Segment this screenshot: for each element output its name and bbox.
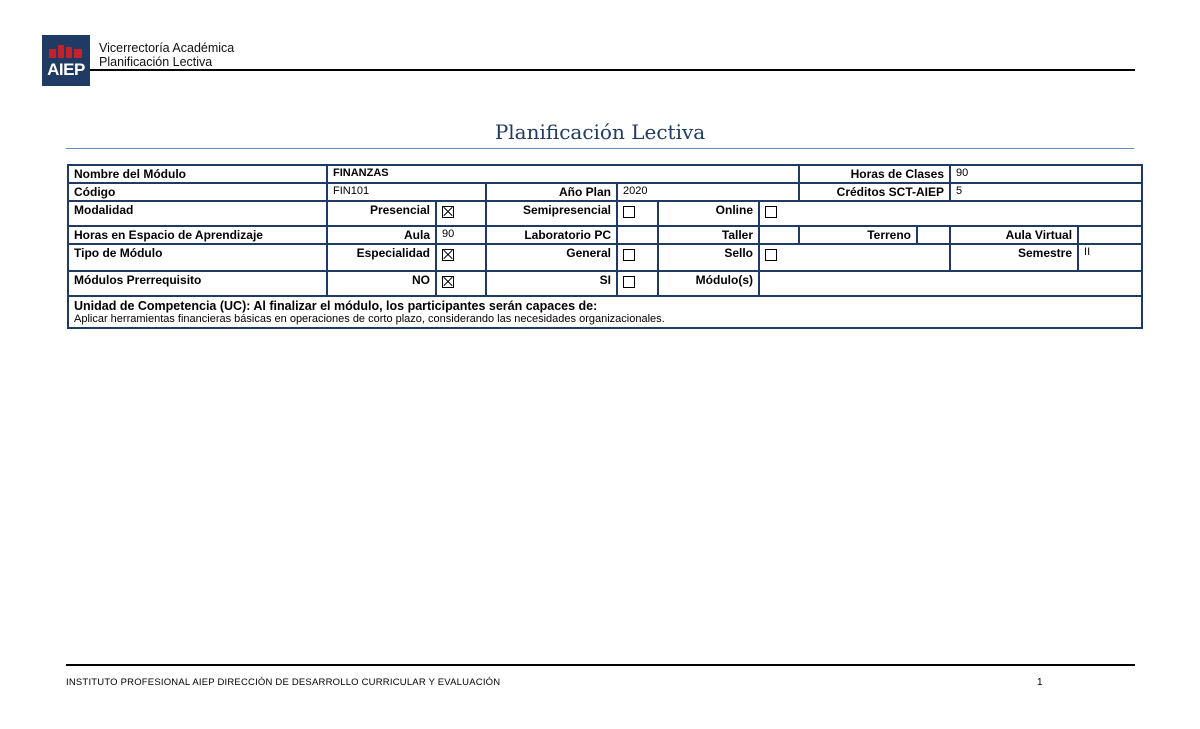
document-title: Planificación Lectiva (494, 120, 706, 144)
no-cell (436, 271, 486, 296)
presencial-label: Presencial (327, 201, 436, 226)
title-divider (66, 148, 1134, 149)
nombre-modulo-value: FINANZAS (327, 165, 799, 183)
modalidad-label: Modalidad (68, 201, 327, 226)
ano-plan-label: Año Plan (486, 183, 617, 201)
si-label: SI (486, 271, 617, 296)
semestre-label: Semestre (950, 244, 1078, 271)
online-checkbox[interactable] (765, 206, 777, 218)
no-checkbox[interactable] (442, 276, 454, 288)
footer-text: INSTITUTO PROFESIONAL AIEP DIRECCIÓN DE DESARROLLO CURRICULAR Y EVALUACIÓN (66, 677, 501, 688)
general-checkbox[interactable] (623, 249, 635, 261)
horas-clases-value: 90 (950, 165, 1142, 183)
semipresencial-label: Semipresencial (486, 201, 617, 226)
semipresencial-checkbox[interactable] (623, 206, 635, 218)
modulos-label: Módulo(s) (658, 271, 759, 296)
prerrequisito-label: Módulos Prerrequisito (68, 271, 327, 296)
aula-value: 90 (436, 226, 486, 244)
row-prerrequisito (68, 271, 1142, 296)
especialidad-cell (436, 244, 486, 271)
horas-clases-label: Horas de Clases (799, 165, 950, 183)
presencial-checkbox[interactable] (442, 206, 454, 218)
aula-virtual-label: Aula Virtual (950, 226, 1078, 244)
module-info-table (67, 164, 1143, 329)
terreno-value (917, 226, 950, 244)
taller-label: Taller (658, 226, 759, 244)
terreno-label: Terreno (799, 226, 917, 244)
nombre-modulo-label: Nombre del Módulo (68, 165, 327, 183)
codigo-value: FIN101 (327, 183, 486, 201)
row-tipo-modulo (68, 244, 1142, 271)
semipresencial-cell (617, 201, 658, 226)
sello-cell (759, 244, 950, 271)
horas-espacio-label: Horas en Espacio de Aprendizaje (68, 226, 327, 244)
row-modalidad (68, 201, 1142, 226)
general-label: General (486, 244, 617, 271)
laboratorio-label: Laboratorio PC (486, 226, 617, 244)
taller-value (759, 226, 799, 244)
unidad-competencia-cell (68, 296, 1142, 328)
row-unidad-competencia (68, 296, 1142, 328)
laboratorio-value (617, 226, 658, 244)
aiep-logo (42, 35, 90, 86)
especialidad-checkbox[interactable] (442, 249, 454, 261)
aula-label: Aula (327, 226, 436, 244)
si-cell (617, 271, 658, 296)
semestre-value: II (1078, 244, 1142, 271)
row-codigo (68, 183, 1142, 201)
ano-plan-value: 2020 (617, 183, 799, 201)
especialidad-label: Especialidad (327, 244, 436, 271)
creditos-value: 5 (950, 183, 1142, 201)
footer-divider (66, 664, 1135, 666)
codigo-label: Código (68, 183, 327, 201)
uc-text: Aplicar herramientas financieras básicas en operaciones de corto plazo, considerando las necesidades organizacionales. (74, 313, 665, 325)
header-line-1: Vicerrectoría Académica (99, 41, 235, 55)
header-line-2: Planificación Lectiva (99, 55, 213, 69)
presencial-cell (436, 201, 486, 226)
online-cell (759, 201, 1142, 226)
uc-title: Unidad de Competencia (UC): Al finalizar el módulo, los participantes serán capaces de: (74, 299, 598, 313)
logo-text: AIEP (47, 60, 85, 79)
row-nombre (68, 165, 1142, 183)
row-horas-espacio (68, 226, 1142, 244)
modulos-value (759, 271, 1142, 296)
sello-checkbox[interactable] (765, 249, 777, 261)
header-divider (90, 69, 1135, 71)
header-text (99, 41, 234, 69)
general-cell (617, 244, 658, 271)
page-number: 1 (1037, 677, 1043, 688)
aula-virtual-value (1078, 226, 1142, 244)
tipo-modulo-label: Tipo de Módulo (68, 244, 327, 271)
sello-label: Sello (658, 244, 759, 271)
si-checkbox[interactable] (623, 276, 635, 288)
creditos-label: Créditos SCT-AIEP (799, 183, 950, 201)
online-label: Online (658, 201, 759, 226)
no-label: NO (327, 271, 436, 296)
